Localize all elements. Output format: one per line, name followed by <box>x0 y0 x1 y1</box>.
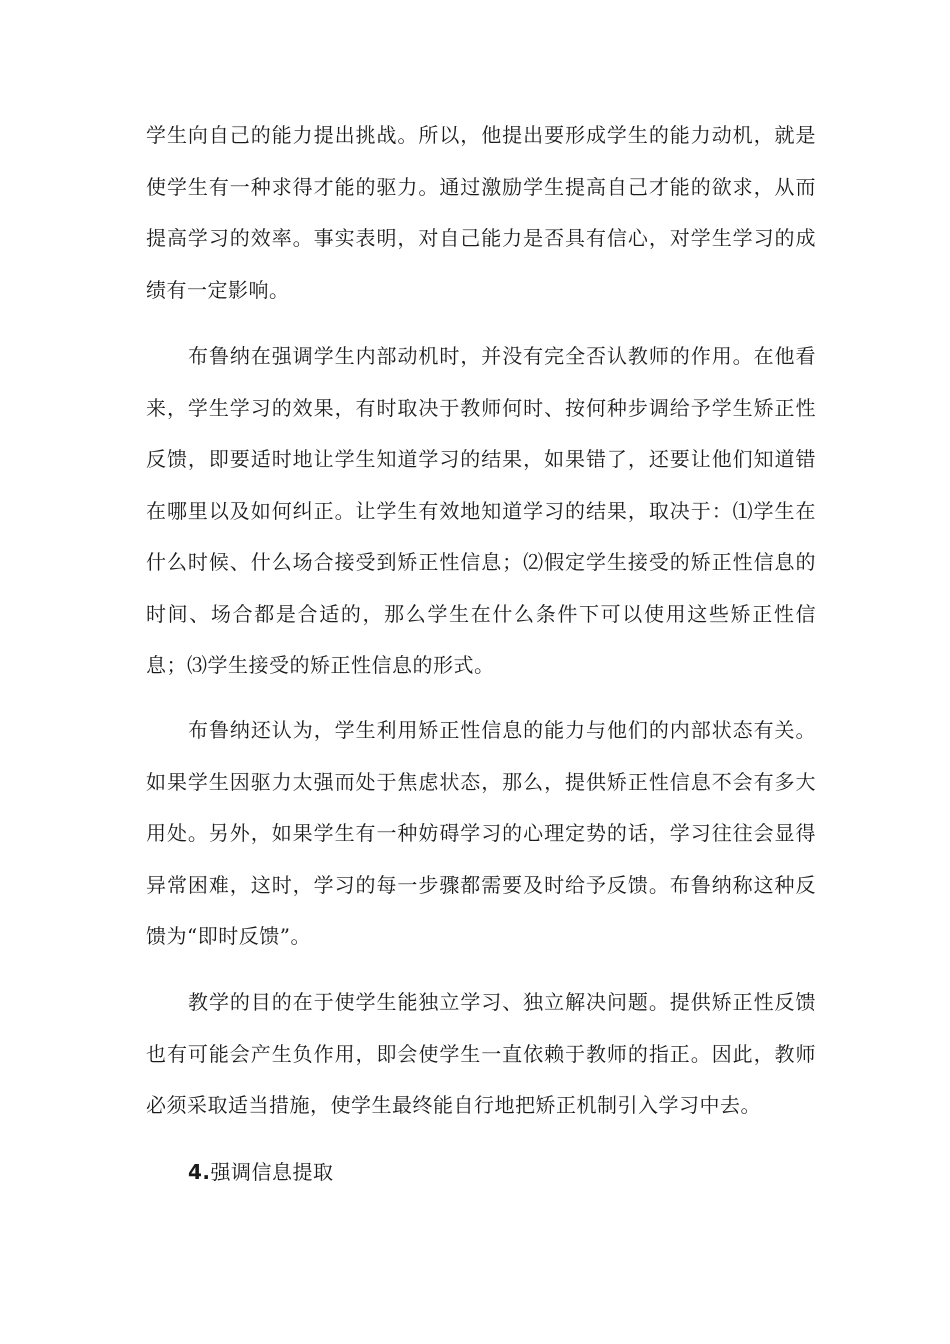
paragraph-teacher-role: 布鲁纳在强调学生内部动机时，并没有完全否认教师的作用。在他看来，学生学习的效果，有时取决于教师何时、按何种步调给予学生矫正性反馈，即要适时地让学生知道学习的结果，如果错了，还要让他们知道错在哪里以及如何纠正。让学生有效地知道学习的结果，取决于：⑴学生在什么时候、什么场合接受到矫正性信息；⑵假定学生接受的矫正性信息的时间、场合都是合适的，那么学生在什么条件下可以使用这些矫正性信息；⑶学生接受的矫正性信息的形式。 <box>146 344 816 677</box>
section-number: 4. <box>188 1160 211 1184</box>
section-title: 强调信息提取 <box>210 1160 334 1184</box>
section-heading <box>188 1147 334 1199</box>
paragraph-teaching-goal: 教学的目的在于使学生能独立学习、独立解决问题。提供矫正性反馈也有可能会产生负作用，即会使学生一直依赖于教师的指正。因此，教师必须采取适当措施，使学生最终能自行地把矫正机制引入学习中去。 <box>146 990 816 1117</box>
paragraph-internal-state: 布鲁纳还认为，学生利用矫正性信息的能力与他们的内部状态有关。如果学生因驱力太强而处于焦虑状态，那么，提供矫正性信息不会有多大用处。另外，如果学生有一种妨碍学习的心理定势的话，学习往往会显得异常困难，这时，学习的每一步骤都需要及时给予反馈。布鲁纳称这种反馈为“即时反馈”。 <box>146 718 816 948</box>
paragraph-continuation: 学生向自己的能力提出挑战。所以，他提出要形成学生的能力动机，就是使学生有一种求得才能的驱力。通过激励学生提高自己才能的欲求，从而提高学习的效率。事实表明，对自己能力是否具有信心，对学生学习的成绩有一定影响。 <box>146 123 816 302</box>
